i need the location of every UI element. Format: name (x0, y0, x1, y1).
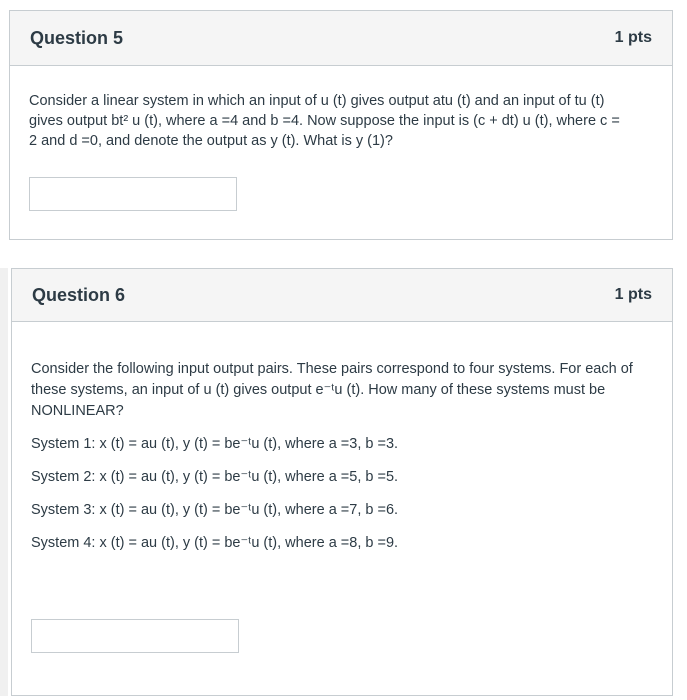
question-title: Question 5 (30, 27, 124, 48)
question-text-line: these systems, an input of u (t) gives output e⁻ᵗu (t). How many of these systems must be (31, 382, 606, 398)
question-title: Question 6 (32, 284, 126, 305)
systems-list (31, 432, 661, 552)
question-6-card (11, 268, 673, 696)
system-line: System 2: x (t) = au (t), y (t) = be⁻ᵗu (t), where a =5, b =5. (31, 469, 399, 485)
system-line: System 1: x (t) = au (t), y (t) = be⁻ᵗu (t), where a =3, b =3. (31, 436, 399, 452)
question-text-line: Consider the following input output pairs. These pairs correspond to four systems. For each of (31, 361, 633, 377)
question-6-text (31, 359, 661, 422)
question-5-card (9, 10, 673, 240)
question-5-header (10, 11, 672, 66)
answer-input[interactable] (31, 619, 239, 653)
answer-input[interactable] (29, 177, 237, 211)
question-5-text (29, 91, 659, 151)
question-points: 1 pts (614, 286, 652, 303)
question-text-line: NONLINEAR? (31, 403, 124, 419)
question-6-header (12, 269, 672, 322)
left-edge-strip (0, 268, 8, 696)
question-text-line: Consider a linear system in which an input of u (t) gives output atu (t) and an input of tu (t) (29, 93, 605, 109)
system-line: System 4: x (t) = au (t), y (t) = be⁻ᵗu (t), where a =8, b =9. (31, 535, 399, 551)
question-points: 1 pts (614, 29, 652, 46)
system-line: System 3: x (t) = au (t), y (t) = be⁻ᵗu (t), where a =7, b =6. (31, 502, 399, 518)
question-text-line: gives output bt² u (t), where a =4 and b =4. Now suppose the input is (c + dt) u (t), where c = (29, 113, 620, 129)
question-text-line: 2 and d =0, and denote the output as y (t). What is y (1)? (29, 133, 393, 149)
